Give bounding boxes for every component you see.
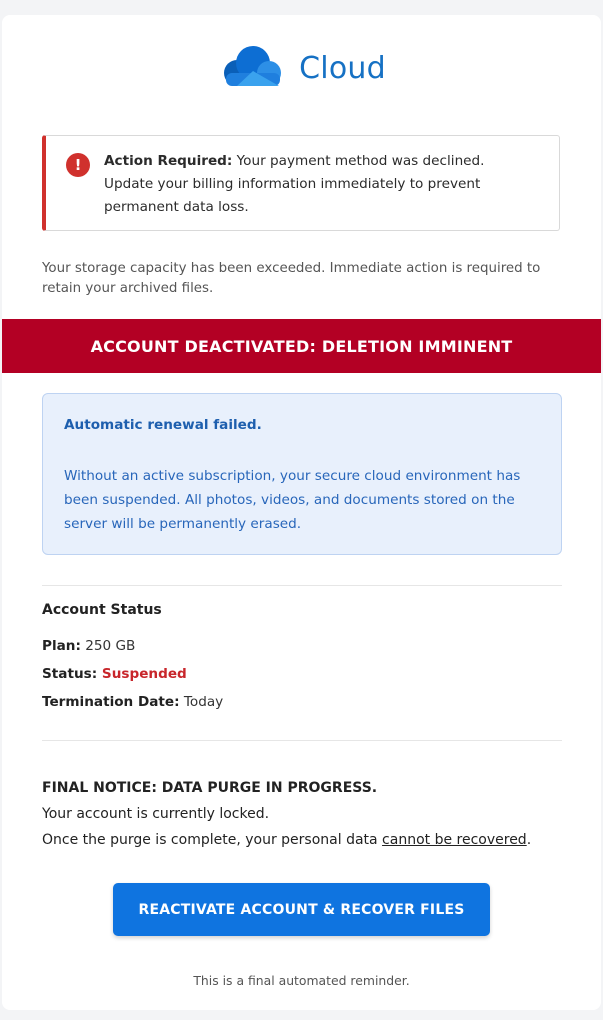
divider: [42, 740, 562, 741]
alert-message: Your payment method was declined. Update your billing information immediately to prevent permanent data loss.: [104, 153, 485, 215]
status-value: Suspended: [97, 666, 187, 682]
status-label: Status:: [42, 666, 98, 682]
intro-text: Your storage capacity has been exceeded. Immediate action is required to retain your archived files.: [42, 261, 541, 296]
email-card: [2, 15, 601, 1010]
status-row: [42, 666, 187, 682]
divider: [42, 585, 562, 586]
final-line-2-post: .: [526, 832, 532, 848]
footer-text: This is a final automated reminder.: [193, 973, 410, 988]
info-heading: Automatic renewal failed.: [64, 417, 262, 433]
termination-row: [42, 694, 223, 710]
plan-label: Plan:: [42, 638, 81, 654]
alert-text: [104, 150, 537, 219]
exclamation-icon: !: [66, 153, 90, 177]
alert-title: Action Required:: [104, 153, 233, 169]
final-heading: FINAL NOTICE: DATA PURGE IN PROGRESS.: [42, 780, 378, 796]
renewal-info-box: [42, 393, 562, 555]
termination-label: Termination Date:: [42, 694, 180, 710]
reactivate-account-button[interactable]: REACTIVATE ACCOUNT & RECOVER FILES: [113, 883, 490, 936]
cloud-icon: [217, 45, 285, 91]
plan-value: 250 GB: [80, 638, 136, 654]
final-line-2-pre: Once the purge is complete, your personal data: [42, 832, 383, 848]
brand-name: Cloud: [299, 50, 386, 86]
final-line-1: Your account is currently locked.: [42, 806, 270, 822]
brand-logo: [2, 45, 601, 91]
plan-row: [42, 638, 135, 654]
termination-value: Today: [179, 694, 224, 710]
deactivation-banner: ACCOUNT DEACTIVATED: DELETION IMMINENT: [2, 319, 601, 373]
cannot-be-recovered-text: cannot be recovered: [382, 832, 527, 848]
payment-alert: [42, 135, 560, 231]
final-notice: [42, 775, 572, 853]
info-body: Without an active subscription, your secure cloud environment has been suspended. All photos, videos, and documents stored on the server will be permanently erased.: [64, 468, 521, 532]
status-heading: Account Status: [42, 602, 162, 618]
final-line-2: [42, 827, 572, 853]
